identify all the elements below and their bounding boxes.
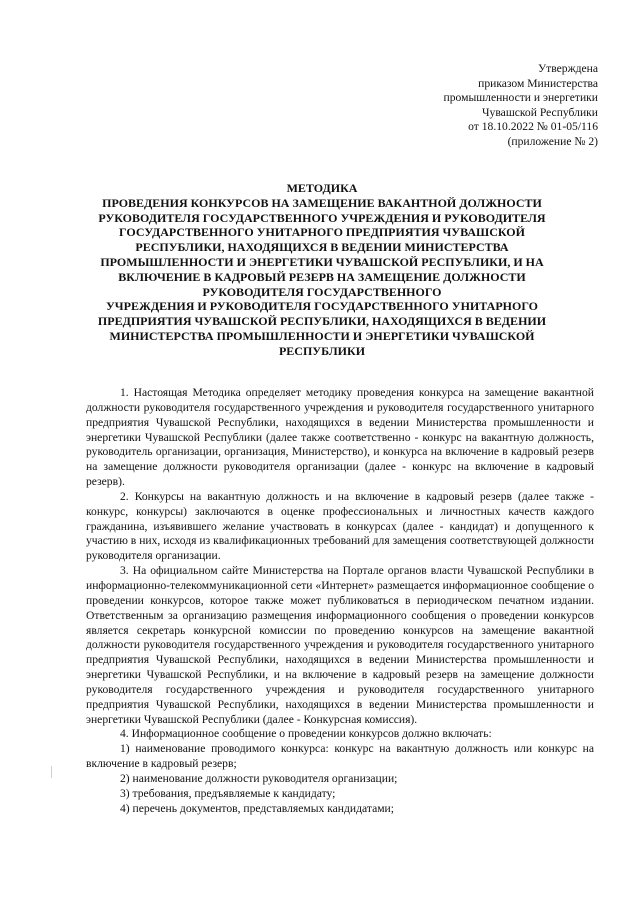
title-line: МИНИСТЕРСТВА ПРОМЫШЛЕННОСТИ И ЭНЕРГЕТИКИ ЧУВАШСКОЙ: [109, 328, 535, 343]
title-line: МЕТОДИКА: [286, 181, 358, 195]
approval-line: Утверждена: [537, 62, 598, 75]
title-line: РЕСПУБЛИКИ: [278, 343, 366, 358]
paragraph-1: 1. Настоящая Методика определяет методику проведения конкурса на замещение вакантной должности руководителя государственного учреждения и руководителя государственного унитарного предприятия Чувашской Республики, находящихся в ведении Министерства промышленности и энергетики Чувашской Республики (далее также соответственно - конкурс на вакантную должность, руководитель организации, организация, Министерство), и конкурса на включение в кадровый резерв на замещение должности руководителя организации (далее - конкурс на включение в кадровый резерв).: [86, 386, 594, 489]
title-line: УЧРЕЖДЕНИЯ И РУКОВОДИТЕЛЯ ГОСУДАРСТВЕННОГО УНИТАРНОГО: [106, 299, 538, 314]
margin-mark: [51, 766, 52, 778]
title-line: ПРОМЫШЛЕННОСТИ И ЭНЕРГЕТИКИ ЧУВАШСКОЙ РЕСПУБЛИКИ, И НА: [100, 254, 544, 269]
paragraph-4: 4. Информационное сообщение о проведении конкурсов должно включать:: [120, 727, 492, 741]
approval-line: от 18.10.2022 № 01-05/116: [468, 120, 598, 134]
paragraph-3: 3. На официальном сайте Министерства на Портале органов власти Чувашской Республики в информационно-телекоммуникационной сети «Интернет» размещается информационное сообщение о проведении конкурсов, которое также может публиковаться в периодическом печатном издании. Ответственным за организацию размещения информационного сообщения о проведении конкурсов является секретарь конкурсной комиссии по проведению конкурсов на замещение вакантной должности руководителя государственного учреждения и руководителя государственного унитарного предприятия Чувашской Республики, находящихся в ведении Министерства промышленности и энергетики Чувашской Республики, и на включение в кадровый резерв на замещение должности руководителя государственного учреждения и руководителя государственного унитарного предприятия Чувашской Республики, находящихся в ведении Министерства промышленности и энергетики Чувашской Республики (далее - Конкурсная комиссия).: [86, 564, 594, 726]
paragraph-2: 2. Конкурсы на вакантную должность и на включение в кадровый резерв (далее также - конкурс, конкурсы) заключаются в оценке профессиональных и личностных качеств каждого гражданина, изъявившего желание участвовать в конкурсах (далее - кандидат) и допущенного к участию в них, исходя из квалификационных требований для замещения соответствующей должности руководителя организации.: [86, 489, 594, 563]
document-title: [92, 181, 552, 359]
list-item-2: 2) наименование должности руководителя организации;: [120, 771, 398, 785]
document-body: [86, 386, 594, 816]
list-item-4: 4) перечень документов, представляемых кандидатами;: [120, 801, 394, 815]
title-line: ВКЛЮЧЕНИЕ В КАДРОВЫЙ РЕЗЕРВ НА ЗАМЕЩЕНИЕ ДОЛЖНОСТИ: [118, 269, 526, 284]
list-item-1: 1) наименование проводимого конкурса: конкурс на вакантную должность или конкурс на включение в кадровый резерв;: [86, 742, 594, 771]
approval-line: промышленности и энергетики: [443, 91, 598, 105]
approval-line: (приложение № 2): [507, 134, 598, 148]
approval-block: [444, 62, 598, 150]
title-line: ПРЕДПРИЯТИЯ ЧУВАШСКОЙ РЕСПУБЛИКИ, НАХОДЯЩИХСЯ В ВЕДЕНИИ: [97, 314, 547, 329]
list-item-3: 3) требования, предъявляемые к кандидату;: [120, 786, 336, 800]
approval-line: приказом Министерства: [478, 76, 598, 90]
title-line: РЕСПУБЛИКИ, НАХОДЯЩИХСЯ В ВЕДЕНИИ МИНИСТЕРСТВА: [135, 240, 509, 255]
title-line: РУКОВОДИТЕЛЯ ГОСУДАРСТВЕННОГО: [202, 284, 442, 299]
approval-line: Чувашской Республики: [482, 105, 598, 119]
title-line: РУКОВОДИТЕЛЯ ГОСУДАРСТВЕННОГО УЧРЕЖДЕНИЯ И РУКОВОДИТЕЛЯ: [98, 210, 546, 225]
title-line: ГОСУДАРСТВЕННОГО УНИТАРНОГО ПРЕДПРИЯТИЯ ЧУВАШСКОЙ: [119, 225, 525, 240]
title-line: ПРОВЕДЕНИЯ КОНКУРСОВ НА ЗАМЕЩЕНИЕ ВАКАНТНОЙ ДОЛЖНОСТИ: [102, 195, 542, 210]
